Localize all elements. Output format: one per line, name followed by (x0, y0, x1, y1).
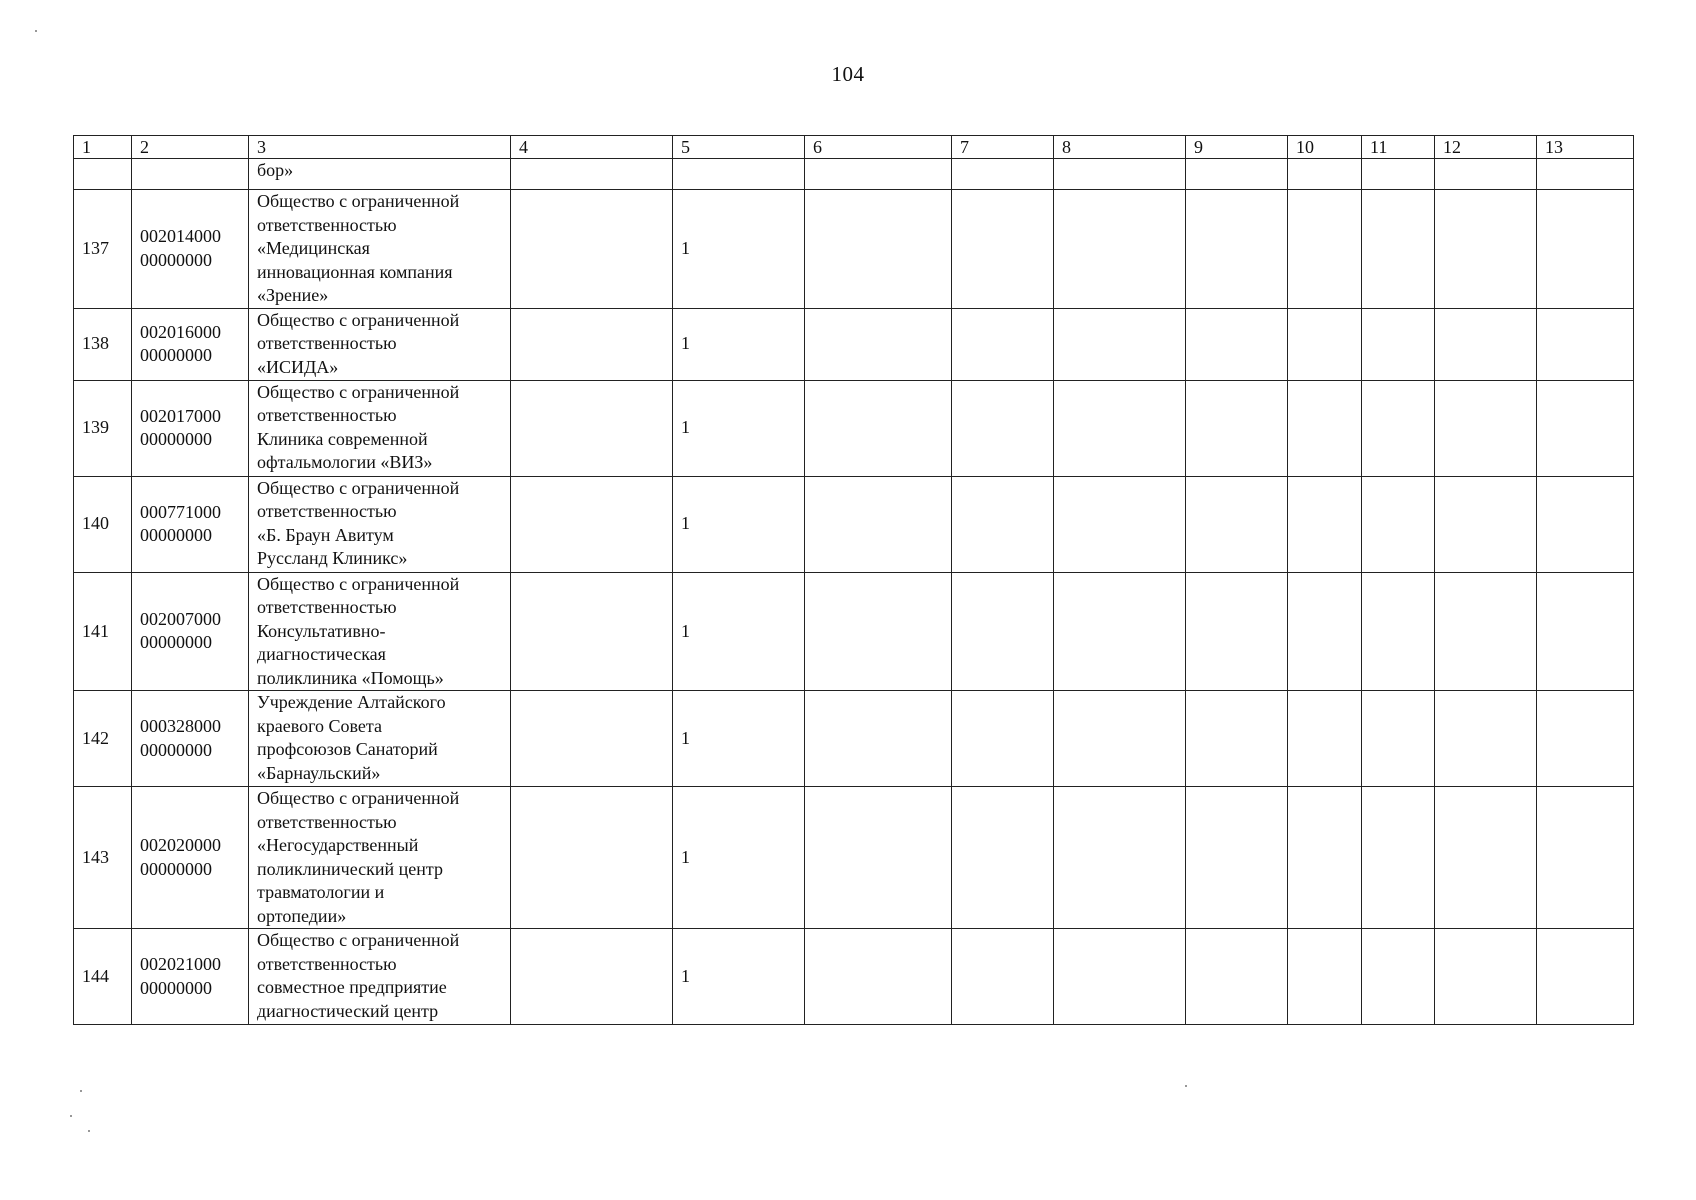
organization-name-line: Общество с ограниченной (257, 477, 460, 498)
organization-name (249, 691, 511, 787)
table-row (74, 308, 1634, 380)
organization-name-line: Общество с ограниченной (257, 930, 460, 950)
organization-name-line: «Негосударственный (257, 835, 419, 855)
table-cell (1537, 190, 1634, 309)
column-header-row (74, 136, 1634, 159)
row-number (74, 380, 132, 476)
col5-value (673, 190, 805, 309)
table-cell (511, 476, 673, 572)
table-cell (1537, 691, 1634, 787)
table-cell (805, 691, 952, 787)
row-number-text: 143 (82, 846, 109, 867)
registry-code (132, 929, 249, 1025)
registry-code-line: 00000000 (140, 249, 212, 270)
organization-name-line: офтальмологии «ВИЗ» (257, 452, 433, 472)
col5-value-text: 1 (681, 238, 690, 258)
row-number (74, 190, 132, 309)
organization-name (249, 308, 511, 380)
table-cell (1054, 572, 1186, 691)
table-row (74, 190, 1634, 309)
table-cell (1054, 190, 1186, 309)
column-header: 5 (673, 136, 805, 159)
table-cell (1054, 308, 1186, 380)
table-cell (1435, 159, 1537, 190)
table-cell (1435, 691, 1537, 787)
organization-name-line: ответственностью (257, 214, 397, 235)
table-cell (511, 190, 673, 309)
registry-code-line: 000328000 (140, 716, 221, 736)
table-cell (1186, 691, 1288, 787)
col5-value-text: 1 (681, 513, 690, 534)
table-cell (1288, 572, 1362, 691)
table-cell (805, 929, 952, 1025)
organization-name-line: «Зрение» (257, 285, 329, 305)
table-cell (1435, 572, 1537, 691)
table-cell (1435, 308, 1537, 380)
table-cell (952, 190, 1054, 309)
registry-code-line: 00000000 (140, 429, 212, 449)
col5-value (673, 476, 805, 572)
row-number (74, 787, 132, 929)
registry-code-line: 00000000 (140, 345, 212, 365)
table-cell (1362, 476, 1435, 572)
organization-name-line: Руссланд Клиникс» (257, 548, 408, 568)
registry-code-line: 002014000 (140, 226, 221, 247)
table-row (74, 691, 1634, 787)
table-cell (511, 159, 673, 190)
table-cell (1288, 691, 1362, 787)
registry-code (132, 572, 249, 691)
registry-code (132, 190, 249, 309)
column-header: 10 (1288, 136, 1362, 159)
table-row (74, 476, 1634, 572)
row-number-text: 138 (82, 333, 109, 354)
table-cell (805, 572, 952, 691)
organization-name-line: Общество с ограниченной (257, 788, 460, 808)
table-cell (952, 308, 1054, 380)
row-number (74, 929, 132, 1025)
table-cell (1186, 308, 1288, 380)
organization-name-line: Общество с ограниченной (257, 191, 460, 211)
table-cell (1362, 159, 1435, 190)
row-number (74, 691, 132, 787)
registry-code-line: 00000000 (140, 858, 212, 879)
organization-name-line: Консультативно- (257, 620, 386, 641)
row-number-text: 144 (82, 965, 109, 986)
table-cell (511, 572, 673, 691)
col5-value-text: 1 (681, 333, 690, 354)
continuation-row (74, 159, 1634, 190)
col5-value (673, 572, 805, 691)
table-cell (952, 476, 1054, 572)
table-cell (1288, 380, 1362, 476)
table-cell (132, 159, 249, 190)
table-row (74, 787, 1634, 929)
organization-name-line: Общество с ограниченной (257, 309, 460, 330)
organization-name-line: диагностический центр (257, 1000, 439, 1021)
column-header: 4 (511, 136, 673, 159)
table-cell (1288, 787, 1362, 929)
table-cell (805, 787, 952, 929)
col5-value-text: 1 (681, 620, 690, 641)
organization-name-line: ортопедии» (257, 905, 347, 926)
table-cell (1362, 572, 1435, 691)
table-row (74, 929, 1634, 1025)
organization-name-line: Общество с ограниченной (257, 573, 460, 594)
column-header: 13 (1537, 136, 1634, 159)
table-cell (1186, 787, 1288, 929)
col5-value-text: 1 (681, 965, 690, 986)
table-cell (511, 691, 673, 787)
table-cell (1362, 380, 1435, 476)
data-table (73, 135, 1634, 1025)
table-cell (1186, 572, 1288, 691)
organization-name-line: поликлинический центр (257, 858, 443, 879)
column-header: 8 (1054, 136, 1186, 159)
organization-name (249, 929, 511, 1025)
organization-name (249, 572, 511, 691)
organization-name-line: «Б. Браун Авитум (257, 524, 394, 545)
registry-code-line: 002020000 (140, 835, 221, 855)
table-row (74, 572, 1634, 691)
table-cell (1362, 787, 1435, 929)
table-cell (952, 691, 1054, 787)
table-cell (1288, 190, 1362, 309)
scan-speck (35, 30, 37, 32)
table-cell (673, 159, 805, 190)
registry-code (132, 476, 249, 572)
table-cell (1435, 929, 1537, 1025)
registry-code-line: 002016000 (140, 321, 221, 342)
table-cell (1537, 572, 1634, 691)
col5-value (673, 380, 805, 476)
table-cell (805, 308, 952, 380)
table-cell (1054, 787, 1186, 929)
col5-value (673, 308, 805, 380)
table-cell (1537, 380, 1634, 476)
table-cell (1288, 159, 1362, 190)
scan-speck (1185, 1085, 1187, 1087)
organization-name (249, 787, 511, 929)
column-header: 11 (1362, 136, 1435, 159)
table-cell (952, 159, 1054, 190)
table-cell (1288, 308, 1362, 380)
table-cell (1537, 159, 1634, 190)
row-number (74, 308, 132, 380)
organization-name-line: Клиника современной (257, 428, 428, 449)
table-cell (1288, 929, 1362, 1025)
table-cell (805, 159, 952, 190)
table-cell (805, 190, 952, 309)
organization-name-line: Общество с ограниченной (257, 381, 460, 402)
row-number-text: 141 (82, 620, 109, 641)
table-cell (805, 476, 952, 572)
organization-name-line: ответственностью (257, 501, 397, 521)
row-number-text: 137 (82, 238, 109, 258)
registry-code (132, 380, 249, 476)
column-header: 9 (1186, 136, 1288, 159)
organization-name-line: совместное предприятие (257, 977, 447, 997)
table-cell (1537, 787, 1634, 929)
table-cell (952, 572, 1054, 691)
row-number-text: 139 (82, 417, 109, 438)
registry-code (132, 787, 249, 929)
col5-value-text: 1 (681, 846, 690, 867)
organization-name-line: профсоюзов Санаторий (257, 739, 438, 759)
col5-value-text: 1 (681, 417, 690, 438)
row-number-text: 140 (82, 513, 109, 534)
table-cell (511, 929, 673, 1025)
registry-code-line: 00000000 (140, 525, 212, 545)
col5-value-text: 1 (681, 727, 690, 748)
continuation-text: бор» (249, 159, 511, 190)
column-header: 1 (74, 136, 132, 159)
registry-code-line: 000771000 (140, 501, 221, 522)
organization-name-line: поликлиника «Помощь» (257, 667, 444, 688)
table-cell (1537, 308, 1634, 380)
scan-speck (80, 1090, 82, 1092)
organization-name-line: диагностическая (257, 644, 386, 664)
table-cell (805, 380, 952, 476)
table-cell (1054, 929, 1186, 1025)
table-cell (1054, 476, 1186, 572)
table-cell (1288, 476, 1362, 572)
registry-code-line: 00000000 (140, 977, 212, 998)
organization-name-line: Учреждение Алтайского (257, 692, 446, 712)
table-cell (1186, 476, 1288, 572)
table-cell (1362, 691, 1435, 787)
organization-name-line: «ИСИДА» (257, 356, 339, 377)
organization-name-line: ответственностью (257, 333, 397, 353)
organization-name (249, 476, 511, 572)
table-cell (1435, 190, 1537, 309)
table-cell (1435, 380, 1537, 476)
organization-name (249, 190, 511, 309)
table-cell (1186, 159, 1288, 190)
row-number (74, 476, 132, 572)
registry-code-line: 002007000 (140, 608, 221, 629)
table-cell (1435, 787, 1537, 929)
table-cell (511, 308, 673, 380)
row-number-text: 142 (82, 727, 109, 748)
registry-code-line: 002017000 (140, 405, 221, 426)
table-row (74, 380, 1634, 476)
table-cell (1362, 308, 1435, 380)
table-cell (511, 787, 673, 929)
organization-name-line: «Медицинская (257, 238, 370, 258)
table-cell (1054, 380, 1186, 476)
registry-code (132, 308, 249, 380)
table-cell (1186, 929, 1288, 1025)
col5-value (673, 787, 805, 929)
table-cell (1054, 691, 1186, 787)
table-cell (1435, 476, 1537, 572)
table-cell (952, 787, 1054, 929)
table-cell (1186, 190, 1288, 309)
registry-code-line: 002021000 (140, 954, 221, 974)
organization-name-line: ответственностью (257, 811, 397, 832)
column-header: 7 (952, 136, 1054, 159)
table-cell (511, 380, 673, 476)
table-cell (952, 929, 1054, 1025)
column-header: 6 (805, 136, 952, 159)
col5-value (673, 929, 805, 1025)
registry-code-line: 00000000 (140, 739, 212, 760)
organization-name-line: инновационная компания (257, 261, 453, 282)
table-cell (74, 159, 132, 190)
table-cell (1537, 929, 1634, 1025)
organization-name-line: ответственностью (257, 405, 397, 425)
organization-name-line: «Барнаульский» (257, 762, 381, 783)
table-cell (1186, 380, 1288, 476)
table-cell (1537, 476, 1634, 572)
organization-name-line: травматологии и (257, 882, 385, 902)
organization-name (249, 380, 511, 476)
table-cell (1362, 190, 1435, 309)
column-header: 3 (249, 136, 511, 159)
organization-name-line: ответственностью (257, 953, 397, 974)
column-header: 12 (1435, 136, 1537, 159)
column-header: 2 (132, 136, 249, 159)
organization-name-line: краевого Совета (257, 715, 382, 736)
row-number (74, 572, 132, 691)
registry-code (132, 691, 249, 787)
table-cell (1362, 929, 1435, 1025)
registry-code-line: 00000000 (140, 632, 212, 653)
scan-speck (88, 1130, 90, 1132)
page-number: 104 (831, 62, 865, 86)
table-cell (1054, 159, 1186, 190)
table-cell (952, 380, 1054, 476)
organization-name-line: ответственностью (257, 597, 397, 617)
col5-value (673, 691, 805, 787)
scan-speck (70, 1115, 72, 1117)
